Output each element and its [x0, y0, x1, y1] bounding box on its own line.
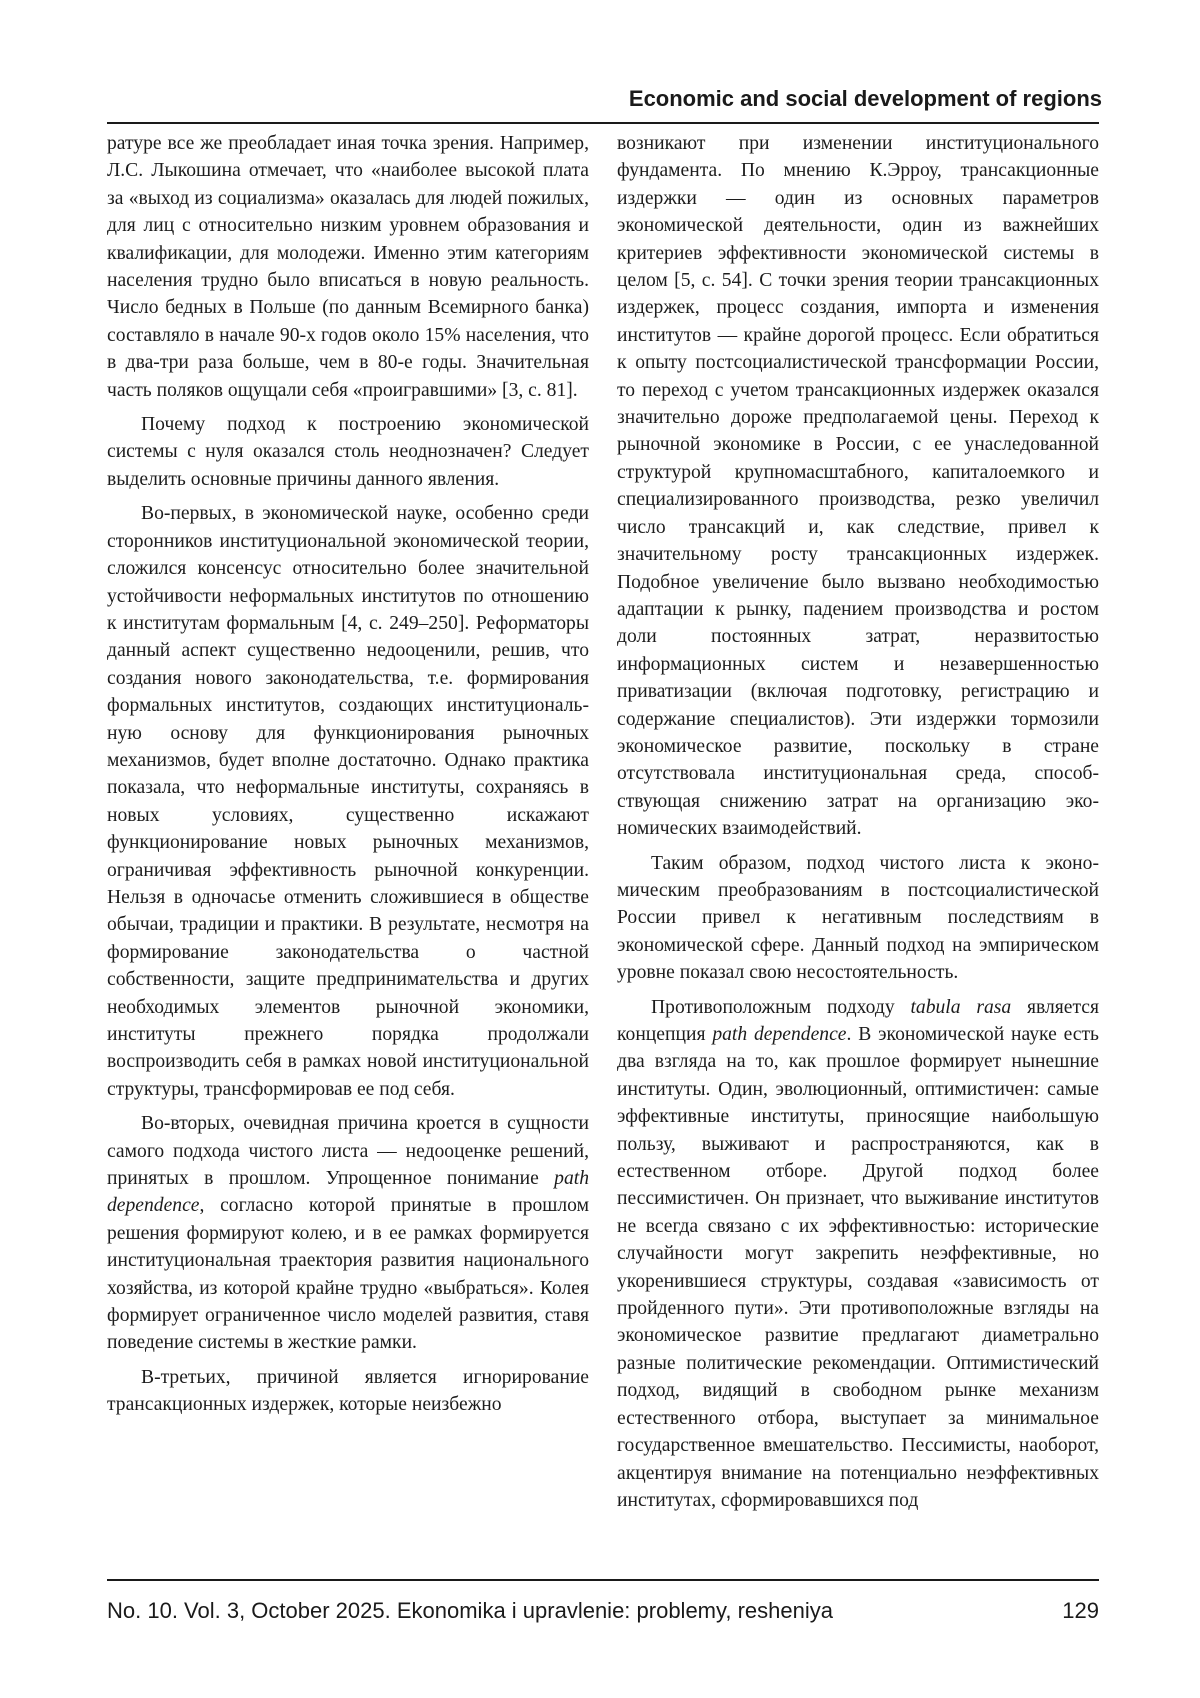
left-column [107, 130, 589, 1426]
footer-citation: No. 10. Vol. 3, October 2025. Ekonomika i upravlenie: problemy, resheniya [107, 1598, 833, 1623]
paragraph-text: Противоположным подходу [651, 996, 911, 1018]
paragraph-text: является концепция [617, 996, 1099, 1045]
page-number: 129 [1062, 1598, 1099, 1623]
paragraph: Почему подход к построению экономической системы с нуля оказался столь неоднозначен? Следует выделить основные причины данного явления. [107, 414, 589, 490]
running-header-title: Economic and social development of regions [628, 86, 1102, 111]
paragraph: Таким образом, подход чистого листа к экономическим преобразованиям в постсоциалистической России привел к негативным последствиям в экономической сфере. Данный подход на эмпирическом уровне показал свою несостоятельность. [617, 852, 1099, 984]
right-column [617, 130, 1099, 1521]
italic-term: path dependence [107, 1168, 589, 1217]
paragraph [107, 1110, 589, 1357]
paragraph: ратуре все же преобладает иная точка зрения. Например, Л.С. Лыкошина отмечает, что «наиболее высокой плата за «выход из социализма» оказалась для людей пожилых, для лиц с относительно низким уровнем образования и квалификации, для молодежи. Именно этим категориям населения трудно было вписаться в новую реальность. Число бедных в Польше (по данным Всемирного банка) составляло в начале 90-х годов около 15% населения, что в два-три раза больше, чем в 80-е годы. Значительная часть поляков ощущали себя «проигравшими» [3, с. 81]. [107, 133, 589, 401]
italic-term: path dependence [712, 1024, 847, 1045]
paragraph-text: . В экономической науке есть два взгляда на то, как прошлое формирует нынешние институты. Один, эволюционный, оптимистичен: самые эффективные институты, приносящие наибольшую пользу, выживают и распространяются, как в естественном отборе. Другой подход более пессимистичен. Он признает, что выживание институтов не всегда связано с их эффективностью: исторические случайности могут закрепить неэффективные, но укоренившиеся структуры, создавая «зависимость от пройденного пути». Эти противоположные взгляды на экономическое развитие предлагают диаметрально разные политические рекомендации. Оптимистический подход, видящий в свободном рынке механизм естественного отбора, выступает за минимальное государственное вмешательство. Пессимисты, наоборот, акцентируя внимание на потенциально неэффективных институтах, сформировавшихся под [617, 1024, 1099, 1511]
italic-term: tabula rasa [910, 996, 1012, 1018]
paragraph [617, 994, 1099, 1515]
paragraph: В-третьих, причиной является игнорирование трансакционных издержек, которые неизбежно [107, 1366, 589, 1416]
header-rule [107, 122, 1099, 124]
paragraph: возникают при изменении институционального фундамента. По мнению К.Эрроу, трансакционные издержки — один из основных параметров экономической деятельности, один из важнейших критериев эффективности экономической системы в целом [5, с. 54]. С точки зрения теории трансакционных издержек, процесс создания, импорта и изменения институтов — крайне дорогой процесс. Если обратиться к опыту постсоциалистической трансформации России, то переход с учетом трансакционных издержек оказался значительно дороже предполагаемой цены. Переход к рыночной экономике в России, с ее унаследованной структурой крупномасштабного, капиталоемкого и специализированного производства, резко увеличил число трансакций и, как следствие, привел к значительному росту трансакционных издержек. Подобное увеличение было вызвано необходимостью адаптации к рынку, падением производства и ростом доли постоянных затрат, неразвитостью информационных систем и незавершенностью приватизации (включая подготовку, регистрацию и содержание специалистов). Эти издержки тормозили экономическое развитие, поскольку в стране отсутствовала институциональная среда, способствующая снижению затрат на организацию экономических взаимодействий. [617, 133, 1099, 840]
paragraph-text: , согласно которой принятые в прошлом решения формируют колею, и в ее рамках формируется институциональная траектория развития национального хозяйства, из которой крайне трудно «выбраться». Колея формирует ограниченное число моделей развития, ставя поведение системы в жесткие рамки. [107, 1195, 589, 1354]
paragraph: Во-первых, в экономической науке, особенно среди сторонников институциональной экономической теории, сложился консенсус относительно более значительной устойчивости неформальных институтов по отношению к институтам формальным [4, с. 249–250]. Реформаторы данный аспект существенно недооценили, решив, что создания нового законодательства, т.е. формирования формальных институтов, создающих институциональную основу для функционирования рыночных механизмов, будет вполне достаточно. Однако практика показала, что неформальные институты, сохраняясь в новых условиях, существенно искажают функционирование новых рыночных механизмов, ограничивая эффективность рыночной конкуренции. Нельзя в одночасье отменить сложившиеся в обществе обычаи, традиции и практики. В результате, несмотря на формирование законодательства о частной собственности, защите предпринимательства и других необходимых элементов рыночной экономики, институты прежнего порядка продолжали воспроизводить себя в рамках новой институциональной структуры, трансформировав ее под себя. [107, 503, 589, 1100]
footer-rule [107, 1579, 1099, 1581]
paragraph-text: Во-вторых, очевидная причина кроется в сущности самого подхода чистого листа — недооценке решений, принятых в прошлом. Упрощенное понимание [107, 1113, 589, 1190]
